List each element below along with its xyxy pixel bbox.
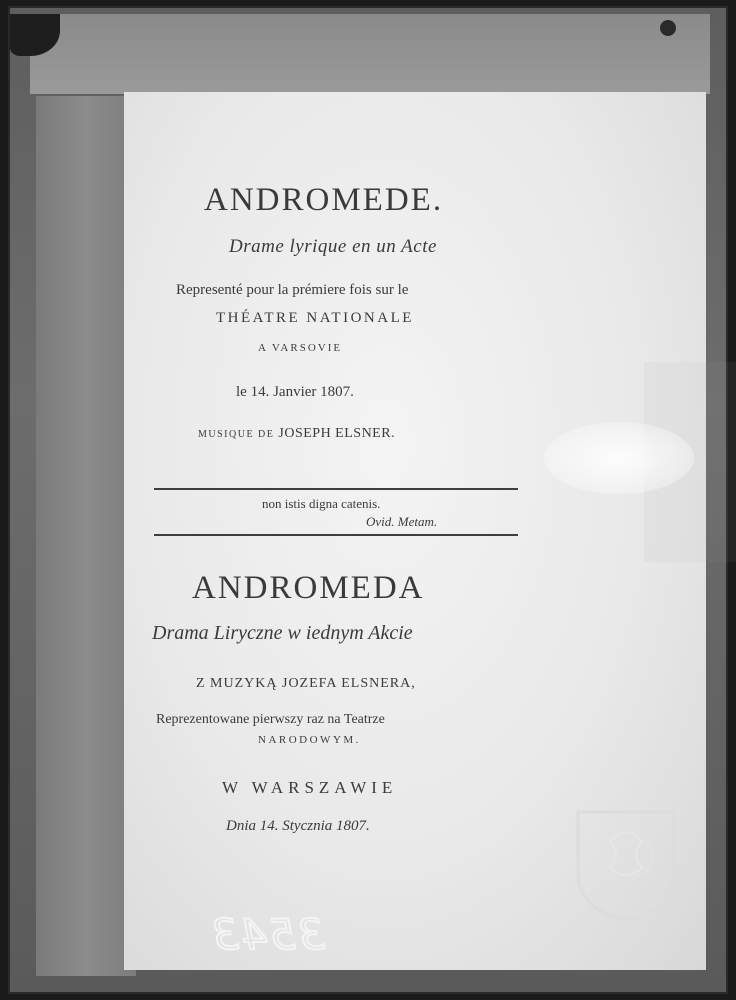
motto-text: non istis digna catenis. [262,496,381,511]
bottom-rule [154,534,518,536]
polish-subtitle: Drama Liryczne w iednym Akcie [152,622,413,644]
french-date: le 14. Janvier 1807. [236,384,354,400]
french-theatre: THÉATRE NATIONALE [216,310,414,326]
book-spine [36,96,136,976]
polish-represented-line: Reprezentowane pierwszy raz na Teatrze [156,712,385,727]
library-stamp-icon [570,802,682,922]
french-music-credit [198,426,395,442]
plate-damage-spot [660,20,676,36]
inventory-number: 3543 [210,910,325,959]
polish-theatre: NARODOWYM. [258,734,361,746]
top-rule [154,488,518,490]
french-subtitle: Drame lyrique en un Acte [229,236,437,257]
french-represented-line: Representé pour la prémiere fois sur le [176,282,409,298]
composer-name: JOSEPH ELSNER. [278,426,396,441]
polish-city: W WARSZAWIE [222,778,398,797]
french-title: ANDROMEDE. [204,182,444,218]
music-prefix: MUSIQUE DE [198,429,275,440]
motto-source: Ovid. Metam. [366,514,438,529]
paper-stain [544,422,694,494]
polish-music-credit: Z MUZYKĄ JOZEFA ELSNERA, [196,676,416,691]
plate-top-band [30,14,710,94]
french-city: A VARSOVIE [258,342,343,354]
polish-title: ANDROMEDA [192,570,425,606]
polish-date: Dnia 14. Stycznia 1807. [226,818,370,834]
